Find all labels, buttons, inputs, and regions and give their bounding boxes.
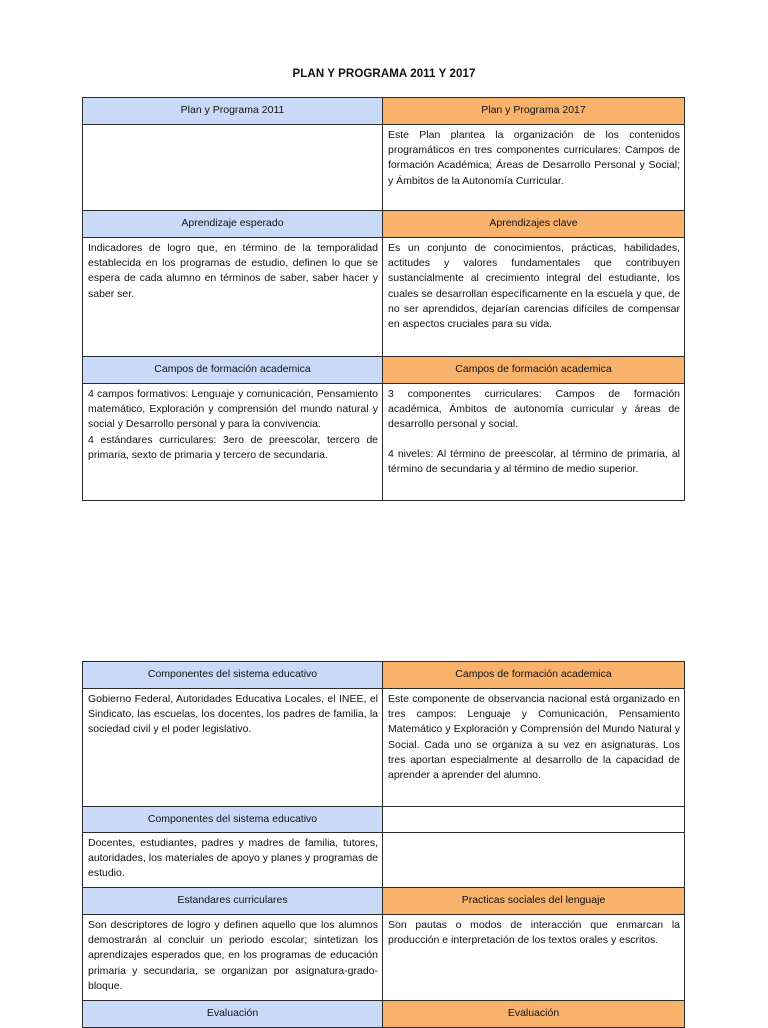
cell-text: 4 campos formativos: Lenguaje y comunicación, Pensamiento matemático, Exploración y comprensión del mundo natural y social y Desarrollo personal y para la convivencia. 4 estándares curriculares: 3ero de preescolar, tercero de primaria, sexto de primaria y tercero de secundaria. — [88, 388, 378, 461]
table-header-row — [83, 211, 685, 238]
table-row — [83, 125, 685, 211]
table-header-row — [83, 888, 685, 915]
cell-text: 3 componentes curriculares: Campos de formación académica, Ámbitos de autonomía curricular y áreas de desarrollo personal y social. — [388, 388, 680, 431]
cell-right — [383, 125, 685, 211]
header-cell-componentes-2: Componentes del sistema educativo — [83, 807, 383, 833]
header-cell-evaluacion-2017: Evaluación — [383, 1001, 685, 1028]
header-cell-aprendizaje-esperado: Aprendizaje esperado — [83, 211, 383, 238]
cell-left — [83, 833, 383, 888]
header-cell-campos-2017: Campos de formación academica — [383, 357, 685, 384]
header-cell-estandares: Estandares curriculares — [83, 888, 383, 915]
cell-left — [83, 689, 383, 807]
cell-text: Es un conjunto de conocimientos, prácticas, habilidades, actitudes y valores fundamentales que contribuyen sustancialmente al crecimiento integral del estudiante, los cuales se desarrollan específicamente en la escuela y que, de no ser aprendidos, dejarían carencias difíciles de compensar en aspectos cruciales para su vida. — [388, 242, 680, 331]
cell-text: Indicadores de logro que, en término de la temporalidad establecida en los programas de estudio, definen lo que se espera de cada alumno en términos de saber, saber hacer y saber ser. — [88, 242, 378, 300]
cell-text: Gobierno Federal, Autoridades Educativa Locales, el INEE, el Sindicato, las escuelas, los docentes, los padres de familia, la sociedad civil y el poder legislativo. — [88, 693, 378, 736]
header-cell-practicas: Practicas sociales del lenguaje — [383, 888, 685, 915]
cell-left-empty — [83, 125, 383, 211]
cell-right-empty — [383, 833, 685, 888]
header-cell-2011: Plan y Programa 2011 — [83, 98, 383, 125]
header-cell-campos: Campos de formación academica — [383, 662, 685, 689]
cell-right — [383, 689, 685, 807]
document-title: PLAN Y PROGRAMA 2011 Y 2017 — [292, 68, 476, 80]
cell-text: Este componente de observancia nacional está organizado en tres campos: Lenguaje y Comunicación, Pensamiento Matemático y Exploración y Comprensión del Mundo Natural y Social. Cada uno se organiza a su vez en asignaturas. Los tres aportan especialmente al desarrollo de la capacidad de aprender a aprender del alumno. — [388, 693, 680, 782]
comparison-table-2 — [82, 661, 685, 1028]
cell-right — [383, 915, 685, 1001]
cell-text: Son descriptores de logro y definen aquello que los alumnos demostrarán al concluir un periodo escolar; sintetizan los aprendizajes esperados que, en los programas de educación primaria y secundaria, se organizan por asignatura-grado-bloque. — [88, 919, 378, 992]
cell-text: Son pautas o modos de interacción que enmarcan la producción e interpretación de los textos orales y escritos. — [388, 919, 680, 947]
cell-text: Docentes, estudiantes, padres y madres de familia, tutores, autoridades, los materiales de apoyo y planes y programas de estudio. — [88, 837, 378, 880]
table-row — [83, 384, 685, 501]
cell-left — [83, 384, 383, 501]
header-cell-evaluacion-2011: Evaluación — [83, 1001, 383, 1028]
header-cell-aprendizajes-clave: Aprendizajes clave — [383, 211, 685, 238]
header-cell-componentes: Componentes del sistema educativo — [83, 662, 383, 689]
table-row — [83, 833, 685, 888]
table-header-row — [83, 98, 685, 125]
header-cell-empty — [383, 807, 685, 833]
table-row — [83, 689, 685, 807]
table-header-row — [83, 662, 685, 689]
header-cell-2017: Plan y Programa 2017 — [383, 98, 685, 125]
cell-left — [83, 238, 383, 357]
cell-text: Este Plan plantea la organización de los contenidos programáticos en tres componentes curriculares: Campos de formación Académica; Áreas de Desarrollo Personal y Social; y Ámbitos de la Autonomía Curricular. — [388, 129, 680, 187]
cell-text: 4 niveles: Al término de preescolar, al término de primaria, al término de secundaria y al término de medio superior. — [388, 447, 680, 475]
comparison-table-1 — [82, 97, 685, 501]
cell-right — [383, 384, 685, 501]
table-header-row — [83, 1001, 685, 1028]
table-row — [83, 915, 685, 1001]
header-cell-campos-2011: Campos de formación academica — [83, 357, 383, 384]
table-row — [83, 238, 685, 357]
table-header-row — [83, 807, 685, 833]
table-header-row — [83, 357, 685, 384]
cell-right — [383, 238, 685, 357]
cell-left — [83, 915, 383, 1001]
